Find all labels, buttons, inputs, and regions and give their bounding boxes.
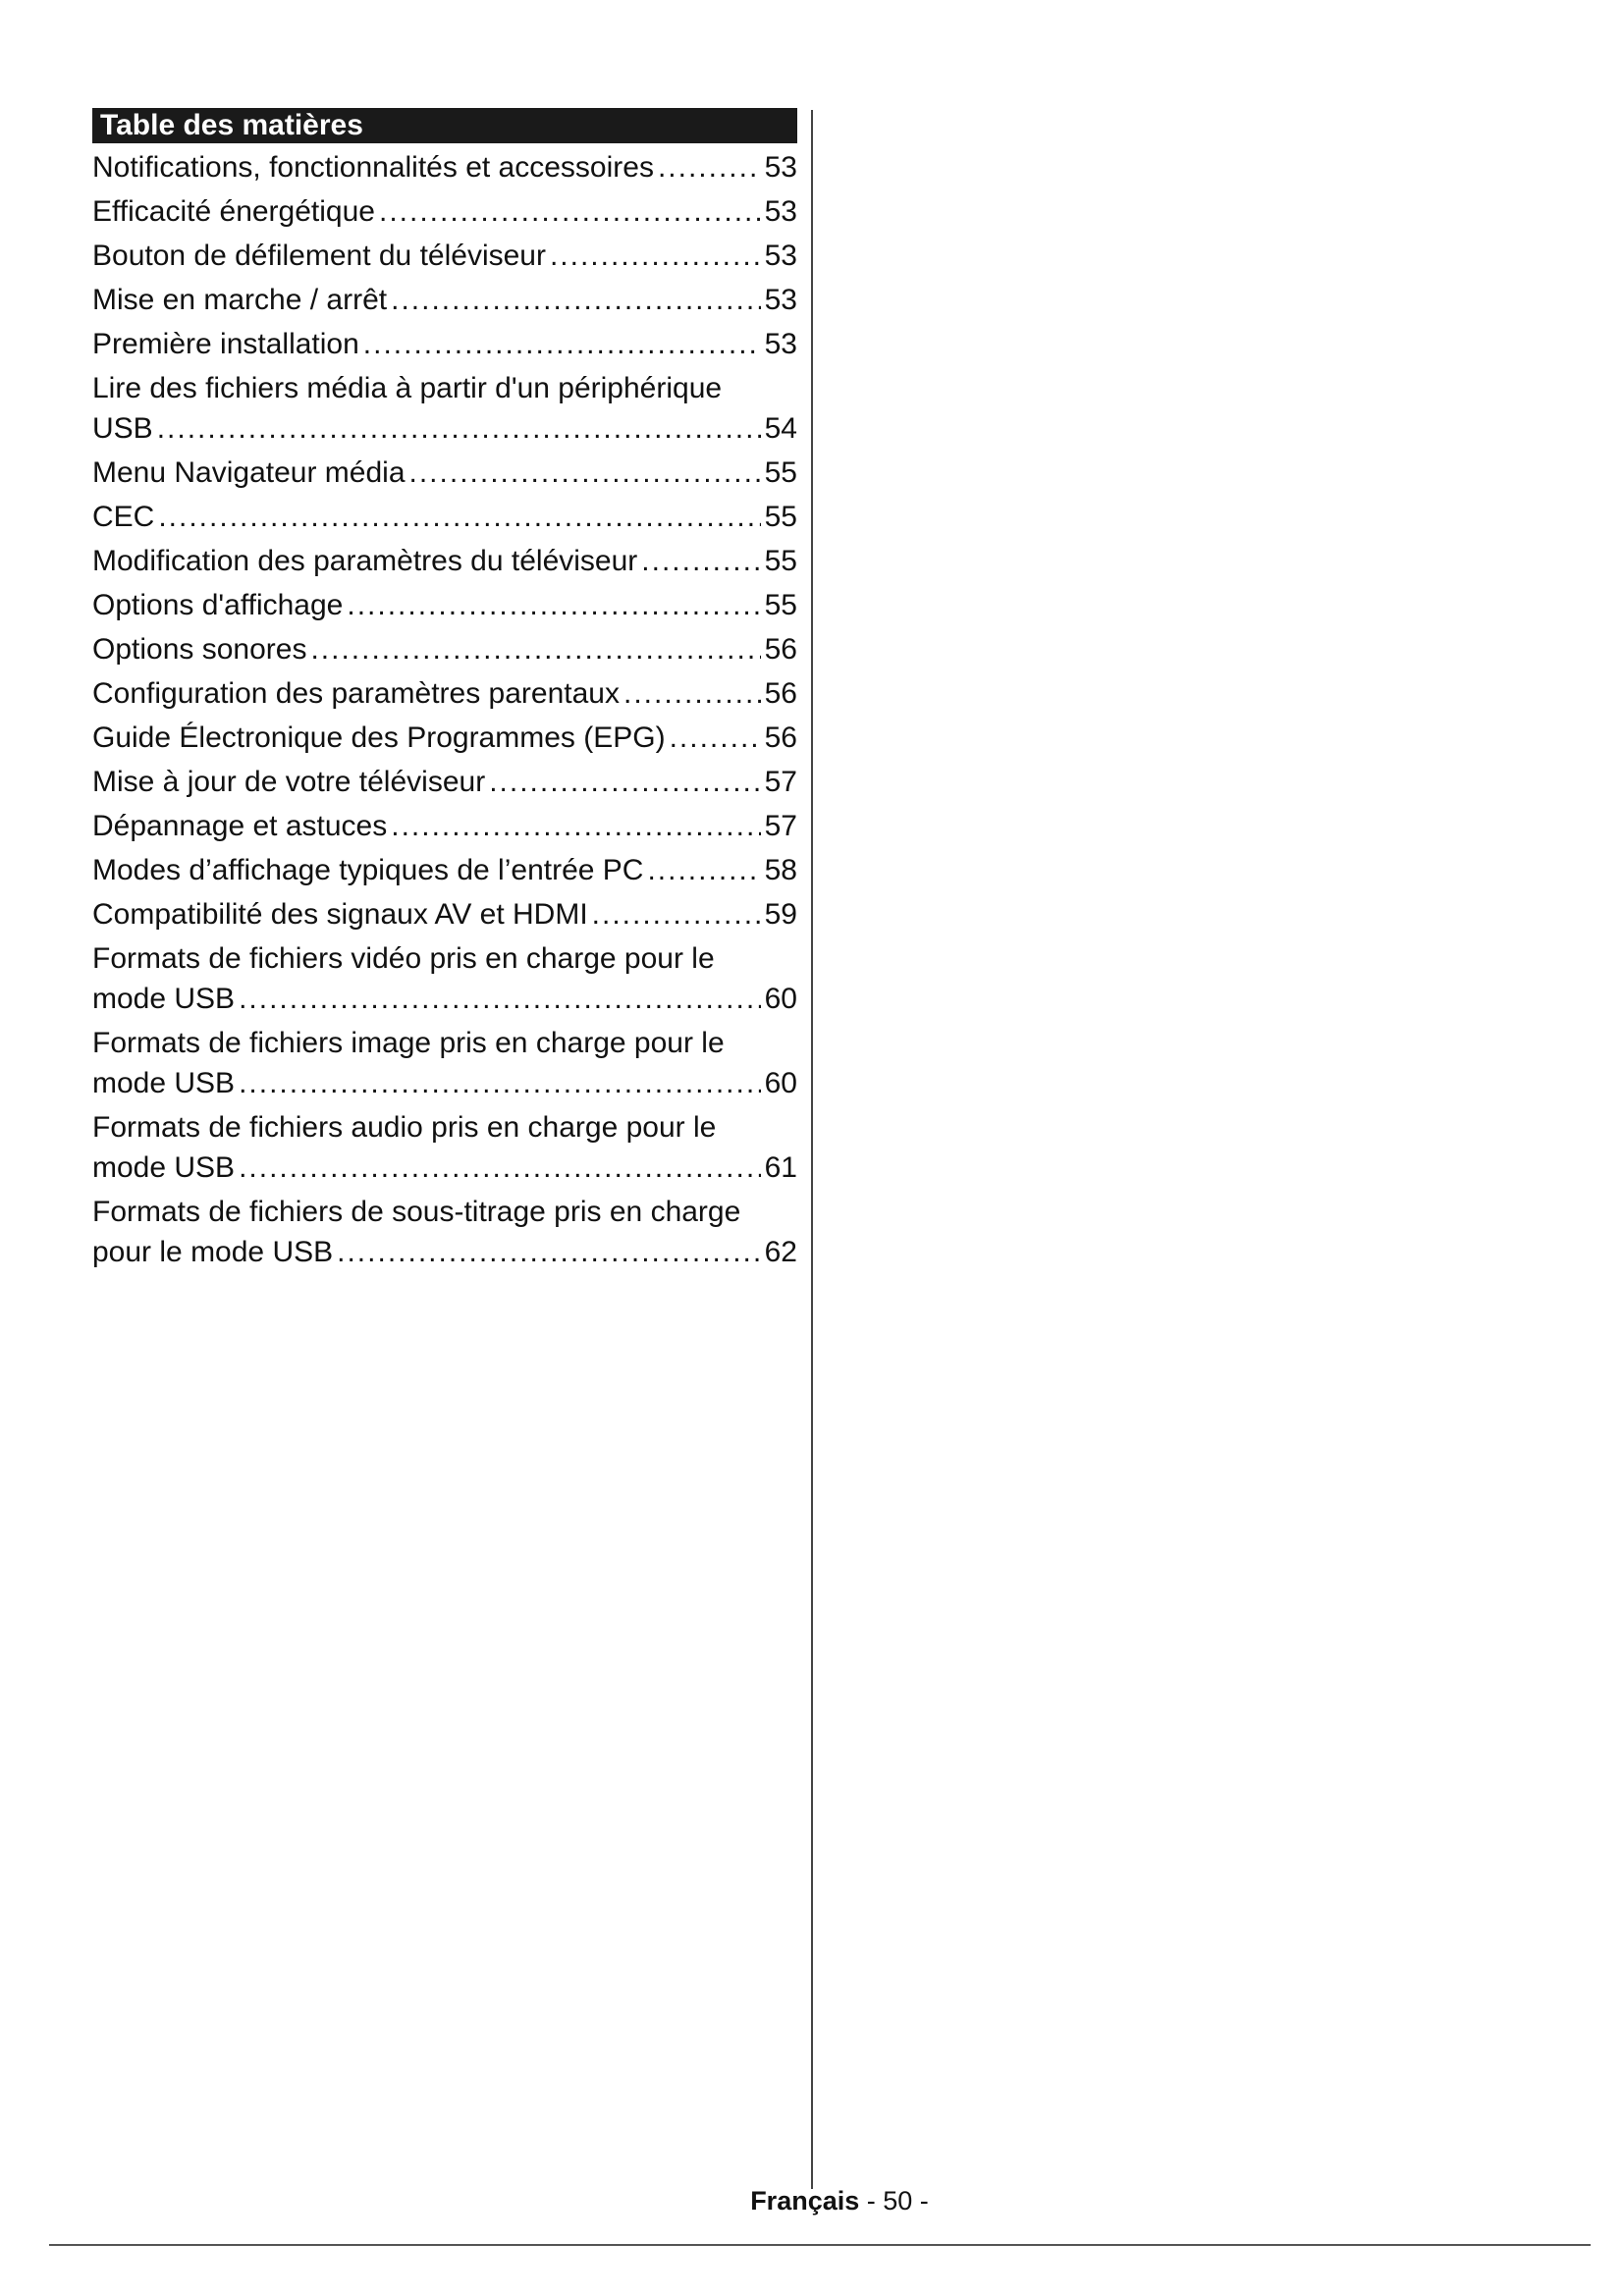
footer-language: Français: [750, 2186, 860, 2216]
dot-leader: [363, 324, 761, 364]
dot-leader: [337, 1232, 760, 1272]
toc-entry[interactable]: [92, 324, 797, 364]
toc-entry-page: 57: [764, 766, 797, 798]
toc-entry-page: 53: [764, 151, 797, 184]
toc-entry[interactable]: [92, 938, 797, 1019]
dot-leader: [409, 453, 761, 493]
dot-leader: [623, 673, 761, 714]
toc-entry-page: 55: [764, 545, 797, 577]
toc-entry-page: 56: [764, 721, 797, 754]
dot-leader: [310, 629, 760, 669]
toc-entry-title: Options d'affichage: [92, 589, 344, 621]
toc-entry-title: Première installation: [92, 328, 359, 360]
dot-leader: [379, 191, 761, 232]
toc-entry[interactable]: [92, 1107, 797, 1188]
toc-entry-title: Mise en marche / arrêt: [92, 284, 388, 316]
footer-page-number: - 50 -: [866, 2186, 929, 2216]
dot-leader: [391, 806, 760, 846]
toc-entry[interactable]: [92, 762, 797, 802]
dot-leader: [670, 718, 761, 758]
toc-entry[interactable]: [92, 585, 797, 625]
toc-entry[interactable]: [92, 541, 797, 581]
toc-entry-title: Modes d’affichage typiques de l’entrée PC: [92, 854, 644, 886]
toc-entry-title: Options sonores: [92, 633, 307, 666]
dot-leader: [347, 585, 760, 625]
dot-leader: [239, 979, 761, 1019]
toc-entry-title: Bouton de défilement du téléviseur: [92, 240, 546, 272]
toc-entry-page: 60: [764, 1067, 797, 1099]
toc-entry-title: Guide Électronique des Programmes (EPG): [92, 721, 666, 754]
toc-entry-page: 55: [764, 456, 797, 489]
dot-leader: [658, 147, 761, 187]
toc-entry-title: USB: [92, 412, 153, 445]
toc-entry-title-line1: Formats de fichiers vidéo pris en charge pour le: [92, 942, 715, 975]
toc-entry-page: 55: [764, 589, 797, 621]
dot-leader: [489, 762, 760, 802]
toc-entry[interactable]: [92, 280, 797, 320]
toc-entry[interactable]: [92, 368, 797, 449]
toc-entry[interactable]: [92, 629, 797, 669]
toc-entry-page: 59: [764, 898, 797, 931]
toc-entry-title: Dépannage et astuces: [92, 810, 388, 842]
table-of-contents: [92, 108, 797, 1276]
dot-leader: [550, 236, 761, 276]
toc-entry-title-line1: Formats de fichiers audio pris en charge pour le: [92, 1111, 717, 1144]
toc-entry[interactable]: [92, 497, 797, 537]
toc-entry-page: 56: [764, 633, 797, 666]
dot-leader: [239, 1148, 761, 1188]
toc-entry-title: mode USB: [92, 1067, 236, 1099]
toc-entry-page: 54: [764, 412, 797, 445]
toc-entry-page: 53: [764, 284, 797, 316]
toc-entry-title: Notifications, fonctionnalités et accessoires: [92, 151, 654, 184]
toc-entry[interactable]: [92, 673, 797, 714]
toc-entry[interactable]: [92, 453, 797, 493]
toc-entry-title: mode USB: [92, 1151, 236, 1184]
toc-entry-title: Mise à jour de votre téléviseur: [92, 766, 486, 798]
dot-leader: [592, 894, 761, 934]
dot-leader: [641, 541, 760, 581]
toc-entry-page: 62: [764, 1236, 797, 1268]
toc-entry-title: Modification des paramètres du téléviseur: [92, 545, 638, 577]
column-divider: [811, 110, 813, 2189]
toc-entry-title: mode USB: [92, 983, 236, 1015]
toc-entry-title: Efficacité énergétique: [92, 195, 375, 228]
toc-entry[interactable]: [92, 147, 797, 187]
toc-entry-title: Compatibilité des signaux AV et HDMI: [92, 898, 588, 931]
toc-entry-page: 53: [764, 195, 797, 228]
toc-entry-page: 53: [764, 240, 797, 272]
bottom-divider: [49, 2244, 1591, 2246]
toc-entry-page: 58: [764, 854, 797, 886]
toc-entry-title-line1: Formats de fichiers image pris en charge pour le: [92, 1027, 725, 1059]
toc-entry-page: 56: [764, 677, 797, 710]
toc-entry[interactable]: [92, 718, 797, 758]
page-footer: [0, 2185, 1624, 2216]
toc-entry[interactable]: [92, 236, 797, 276]
toc-title: Table des matières: [92, 108, 797, 143]
toc-entry-title-line1: Formats de fichiers de sous-titrage pris en charge: [92, 1196, 741, 1228]
dot-leader: [391, 280, 761, 320]
toc-entry-page: 61: [764, 1151, 797, 1184]
toc-entry-page: 60: [764, 983, 797, 1015]
toc-entry-title: CEC: [92, 501, 155, 533]
toc-entry[interactable]: [92, 191, 797, 232]
toc-entry-title: pour le mode USB: [92, 1236, 334, 1268]
toc-entry-title: Menu Navigateur média: [92, 456, 406, 489]
toc-entry-page: 57: [764, 810, 797, 842]
dot-leader: [647, 850, 760, 890]
toc-entry-page: 53: [764, 328, 797, 360]
toc-entry[interactable]: [92, 806, 797, 846]
dot-leader: [157, 408, 761, 449]
dot-leader: [158, 497, 760, 537]
toc-entry[interactable]: [92, 1192, 797, 1272]
toc-entry[interactable]: [92, 894, 797, 934]
toc-entry[interactable]: [92, 1023, 797, 1103]
toc-entry-title-line1: Lire des fichiers média à partir d'un périphérique: [92, 372, 723, 404]
toc-entry-title: Configuration des paramètres parentaux: [92, 677, 620, 710]
dot-leader: [239, 1063, 761, 1103]
toc-entry-page: 55: [764, 501, 797, 533]
toc-entry[interactable]: [92, 850, 797, 890]
